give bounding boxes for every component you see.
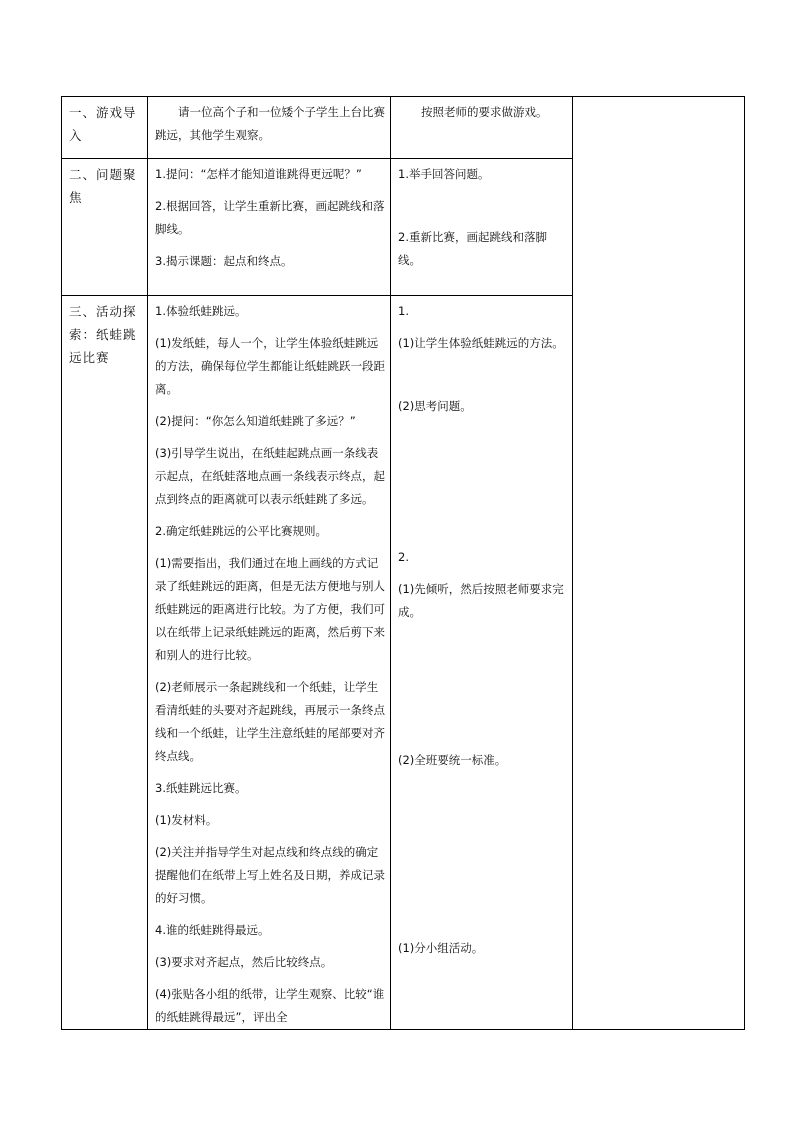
student-step: (1)让学生体验纸蛙跳远的方法。 [398,336,564,350]
notes-cell [573,97,745,1030]
stage-cell [62,159,148,296]
student-activity-cell [391,97,573,159]
teacher-step: 请一位高个子和一位矮个子学生上台比赛跳远，其他学生观察。 [155,105,385,142]
student-step: 2.重新比赛，画起跳线和落脚线。 [398,230,547,267]
stage-label: 三、活动探索：纸蛙跳远比赛 [69,304,137,365]
teacher-step: 4.谁的纸蛙跳得最远。 [155,923,270,937]
student-activity-cell [391,296,573,1030]
teacher-activity-cell [148,296,391,1030]
teacher-step: (2)老师展示一条起跳线和一个纸蛙，让学生看清纸蛙的头要对齐起跳线，再展示一条终点线和一个纸蛙，让学生注意纸蛙的尾部要对齐终点线。 [155,680,385,763]
teacher-step: (3)引导学生说出，在纸蛙起跳点画一条线表示起点，在纸蛙落地点画一条线表示终点，起点到终点的距离就可以表示纸蛙跳了多远。 [155,446,385,506]
teacher-step: (2)提问：“你怎么知道纸蛙跳了多远？” [155,414,356,428]
teacher-step: (2)关注并指导学生对起点线和终点线的确定提醒他们在纸带上写上姓名及日期，养成记录的好习惯。 [155,845,385,905]
teacher-step: 1.体验纸蛙跳远。 [155,304,247,318]
notes-text [573,97,744,101]
teacher-step: (4)张贴各小组的纸带，让学生观察、比较“谁的纸蛙跳得最远”，评出全 [155,987,385,1024]
student-step: 按照老师的要求做游戏。 [421,105,548,119]
student-step: (2)思考问题。 [398,399,472,413]
teacher-step: 1.提问：“怎样才能知道谁跳得更远呢？” [155,167,362,181]
student-step: 1.举手回答问题。 [398,167,490,181]
student-step: (1)分小组活动。 [398,941,484,955]
teacher-step: 3.纸蛙跳远比赛。 [155,781,247,795]
teacher-activity-cell [148,159,391,296]
stage-label: 二、问题聚焦 [69,167,137,205]
teacher-activity-cell [148,97,391,159]
teacher-step: (3)要求对齐起点，然后比较终点。 [155,955,333,969]
teacher-step: 3.揭示课题：起点和终点。 [155,254,293,268]
student-step: (2)全班要统一标准。 [398,753,507,767]
stage-cell [62,97,148,159]
stage-cell [62,296,148,1030]
teacher-step: (1)发材料。 [155,813,218,827]
teacher-step: 2.确定纸蛙跳远的公平比赛规则。 [155,524,327,538]
stage-label: 一、游戏导入 [69,105,137,143]
table-row [62,97,745,159]
student-step: 2. [398,550,409,564]
student-activity-cell [391,159,573,296]
student-step: (1)先倾听，然后按照老师要求完成。 [398,582,564,619]
lesson-plan-table [61,96,745,1030]
teacher-step: (1)发纸蛙，每人一个，让学生体验纸蛙跳远的方法，确保每位学生都能让纸蛙跳跃一段距离。 [155,336,385,396]
teacher-step: (1)需要指出，我们通过在地上画线的方式记录了纸蛙跳远的距离，但是无法方便地与别人纸蛙跳远的距离进行比较。为了方便，我们可以在纸带上记录纸蛙跳远的距离，然后剪下来和别人的进行比较。 [155,556,385,662]
teacher-step: 2.根据回答，让学生重新比赛，画起跳线和落脚线。 [155,199,385,236]
student-step: 1. [398,304,409,318]
